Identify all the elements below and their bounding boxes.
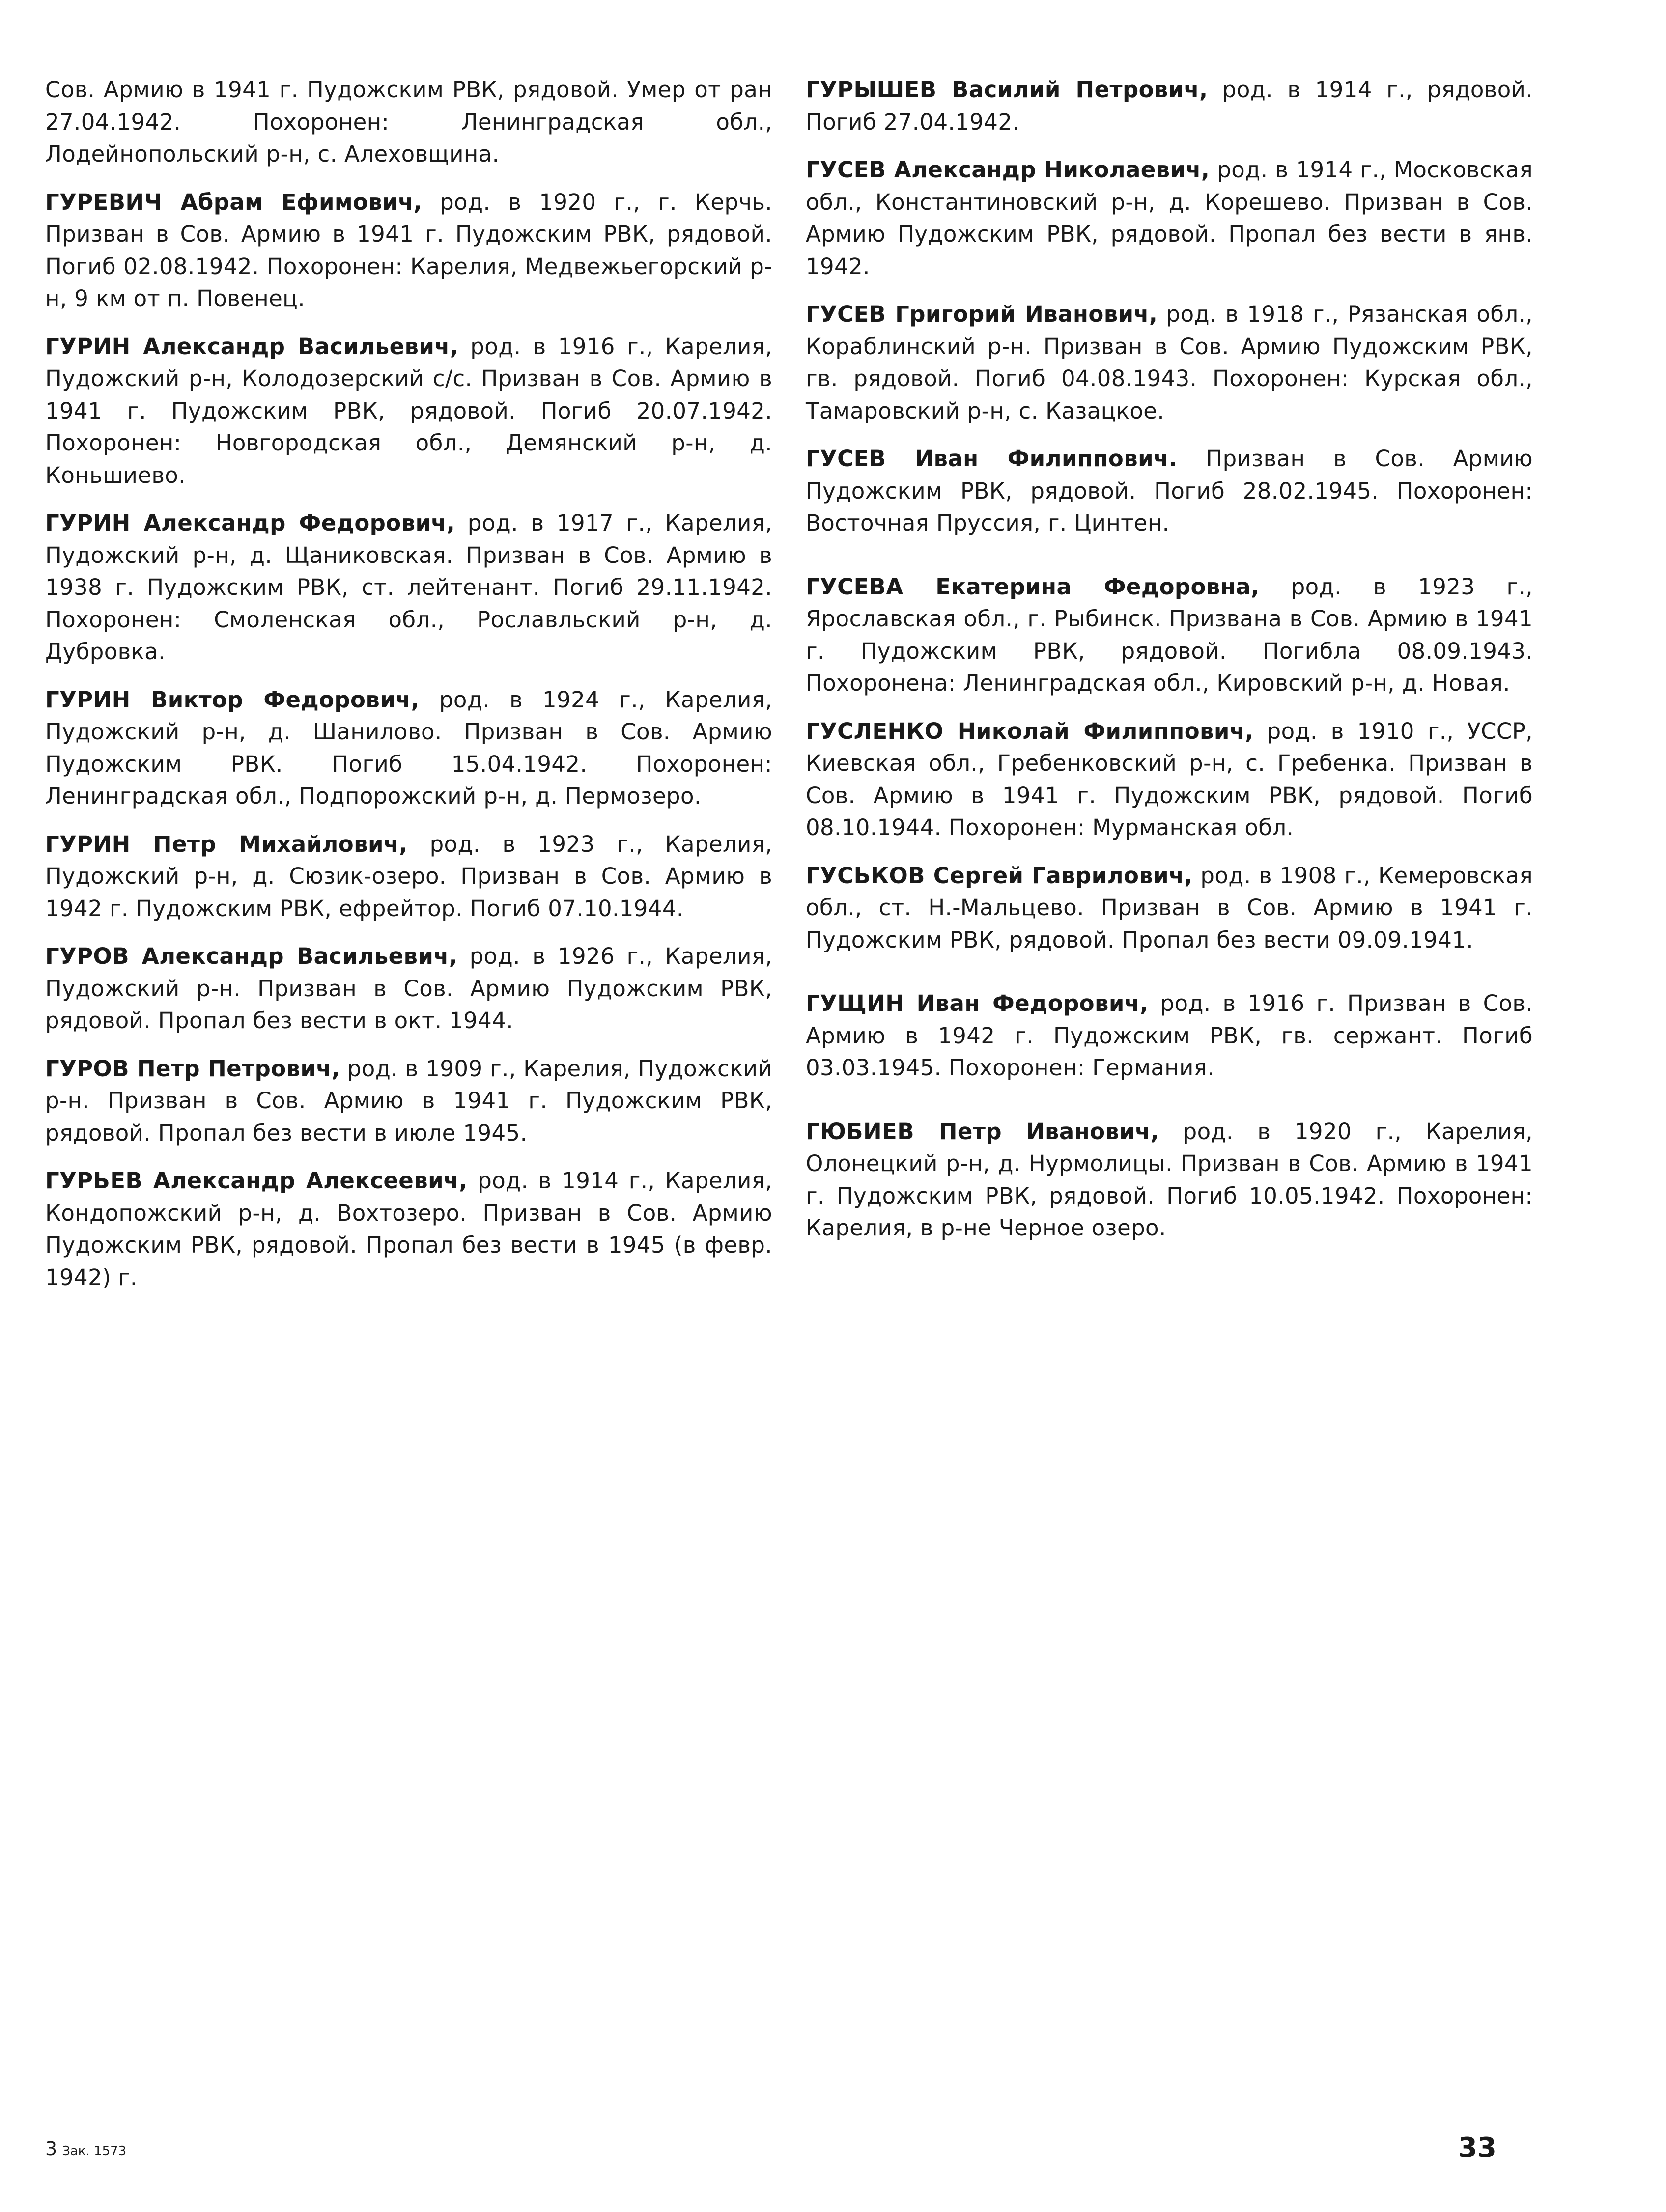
entry-text: род. в 1923 г., Карелия, Пудожский р-н, д. Сюзик-озеро. Призван в Сов. Армию в 1942 г. Пудожским РВК, ефрейтор. Погиб 07.10.1944. [45,831,773,922]
entry [806,987,1533,1084]
entry-text: род. в 1924 г., Карелия, Пудожский р-н, д. Шанилово. Призван в Сов. Армию Пудожским РВК. Погиб 15.04.1942. Похоронен: Ленинградская обл., Подпорожский р-н, д. Пермозеро. [45,686,772,809]
signature-order: Зак. 1573 [62,2144,127,2158]
entry-text: род. в 1914 г., Карелия, Кондопожский р-н, д. Вохтозеро. Призван в Сов. Армию Пудожским РВК, рядовой. Пропал без вести в 1945 (в февр. 1942) г. [45,1168,772,1290]
entry [45,1053,772,1149]
entry [45,331,772,492]
entry [45,828,772,925]
entry-text: род. в 1920 г., Карелия, Олонецкий р-н, д. Нурмолицы. Призван в Сов. Армию в 1941 г. Пудожским РВК, рядовой. Погиб 10.05.1942. Похоронен: Карелия, в р-не Черное озеро. [806,1118,1533,1241]
entry-name: ГУСЬКОВ Сергей Гаврилович, [806,862,1193,889]
entry-text: род. в 1920 г., г. Керчь. Призван в Сов. Армию в 1941 г. Пудожским РВК, рядовой. Погиб 02.08.1942. Похоронен: Карелия, Медвежьегорский р-н, 9 км от п. Повенец. [45,189,772,311]
entry-name: ГУРИН Александр Федорович, [45,510,455,536]
entry [806,1116,1533,1244]
entry-name: ГЮБИЕВ Петр Иванович, [806,1118,1159,1145]
right-column [806,74,1533,1260]
entry-name: ГУРЕВИЧ Абрам Ефимович, [45,189,422,215]
entry [806,571,1533,700]
entry [45,684,772,812]
entry-text: род. в 1914 г., рядовой. Погиб 27.04.1942. [806,77,1533,135]
entry-text: род. в 1917 г., Карелия, Пудожский р-н, д. Щаниковская. Призван в Сов. Армию в 1938 г. Пудожским РВК, ст. лейтенант. Погиб 29.11.1942. Похоронен: Смоленская обл., Рославльский р-н, д. Дубровка. [45,510,773,665]
entry-name: ГУСЕВ Александр Николаевич, [806,157,1210,183]
entry-name: ГУРОВ Петр Петрович, [45,1055,340,1082]
entry-text: род. в 1908 г., Кемеровская обл., ст. Н.-Мальцево. Призван в Сов. Армию в 1941 г. Пудожским РВК, рядовой. Пропал без вести 09.09.1941. [806,862,1533,953]
entry-name: ГУРЬЕВ Александр Алексеевич, [45,1168,468,1194]
entry [45,507,772,668]
entry-text: род. в 1923 г., Ярославская обл., г. Рыбинск. Призвана в Сов. Армию в 1941 г. Пудожским РВК, рядовой. Погибла 08.09.1943. Похоронена: Ленинградская обл., Кировский р-н, д. Новая. [806,573,1533,696]
entry [45,1165,772,1293]
entry [806,860,1533,956]
entry-name: ГУСЕВ Иван Филиппович. [806,446,1178,472]
left-column [45,74,772,1309]
entry [806,74,1533,138]
entry-text: Сов. Армию в 1941 г. Пудожским РВК, рядовой. Умер от ран 27.04.1942. Похоронен: Ленинградская обл., Лодейнопольский р-н, с. Алеховщина. [45,77,772,167]
entry [806,715,1533,844]
entry-name: ГУСЛЕНКО Николай Филиппович, [806,718,1254,744]
entry [806,443,1533,539]
entry-name: ГУРОВ Александр Васильевич, [45,943,458,969]
entry-text: род. в 1909 г., Карелия, Пудожский р-н. Призван в Сов. Армию в 1941 г. Пудожским РВК, рядовой. Пропал без вести в июле 1945. [45,1055,772,1146]
entry-name: ГУРИН Виктор Федорович, [45,686,420,713]
entry-name: ГУРИН Александр Васильевич, [45,333,459,360]
entry-name: ГУЩИН Иван Федорович, [806,990,1149,1016]
entry-text: род. в 1916 г., Карелия, Пудожский р-н, Колодозерский с/с. Призван в Сов. Армию в 1941 г. Пудожским РВК, рядовой. Погиб 20.07.1942. Похоронен: Новгородская обл., Демянский р-н, д. Коньшиево. [45,333,773,488]
entry-name: ГУРИН Петр Михайлович, [45,831,408,857]
entry-text: род. в 1914 г., Московская обл., Константиновский р-н, д. Корешево. Призван в Сов. Армию Пудожским РВК, рядовой. Пропал без вести в янв. 1942. [806,157,1533,280]
entry-text: род. в 1910 г., УССР, Киевская обл., Гребенковский р-н, с. Гребенка. Призван в Сов. Армию в 1941 г. Пудожским РВК, рядовой. Погиб 08.10.1944. Похоронен: Мурманская обл. [806,718,1533,840]
entry-name: ГУСЕВ Григорий Иванович, [806,301,1158,327]
entry [45,186,772,315]
entry [45,940,772,1037]
entry-text: род. в 1916 г. Призван в Сов. Армию в 1942 г. Пудожским РВК, гв. сержант. Погиб 03.03.1945. Похоронен: Германия. [806,990,1533,1081]
entry-text: Призван в Сов. Армию Пудожским РВК, рядовой. Погиб 28.02.1945. Похоронен: Восточная Пруссия, г. Цинтен. [806,446,1533,536]
signature-number: 3 [45,2138,57,2159]
entry [806,298,1533,427]
page-number: 33 [1458,2132,1497,2164]
entry [806,154,1533,282]
entry-name: ГУРЫШЕВ Василий Петрович, [806,77,1208,103]
entry-name: ГУСЕВА Екатерина Федоровна, [806,573,1260,600]
entry-text: род. в 1926 г., Карелия, Пудожский р-н. Призван в Сов. Армию Пудожским РВК, рядовой. Пропал без вести в окт. 1944. [45,943,773,1034]
printer-signature [45,2138,126,2159]
entry-text: род. в 1918 г., Рязанская обл., Кораблинский р-н. Призван в Сов. Армию Пудожским РВК, гв. рядовой. Погиб 04.08.1943. Похоронен: Курская обл., Тамаровский р-н, с. Казацкое. [806,301,1533,424]
entry [45,74,772,170]
